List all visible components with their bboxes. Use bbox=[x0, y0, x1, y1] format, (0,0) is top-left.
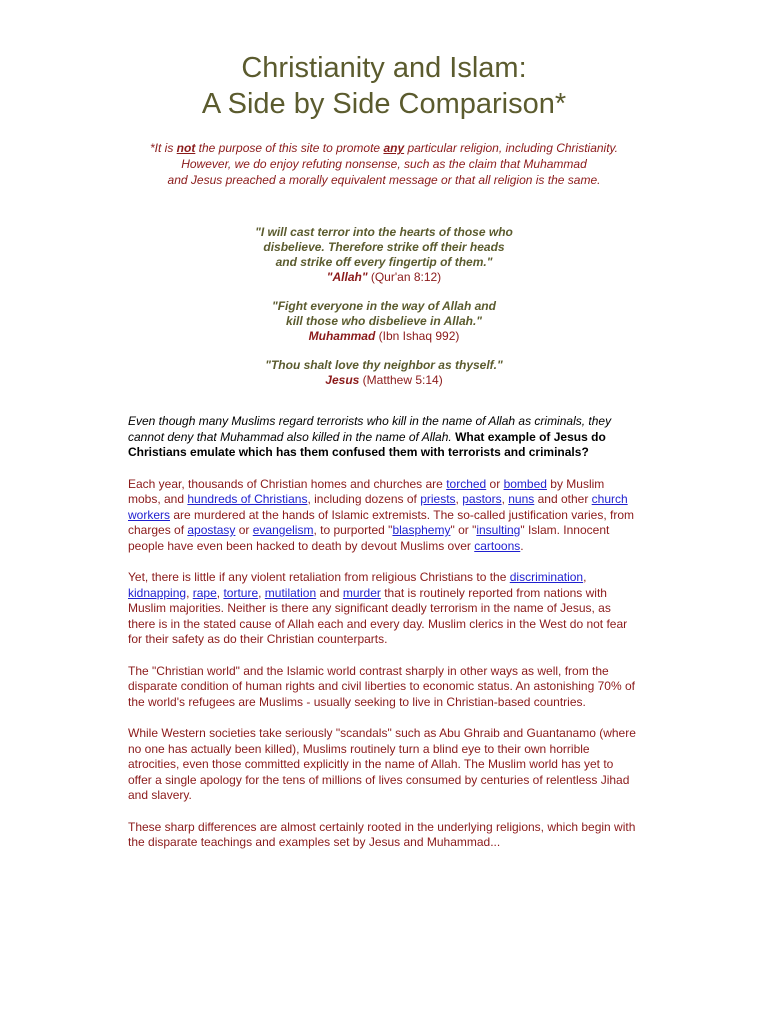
para-text: , bbox=[455, 492, 463, 506]
paragraph-conclusion: These sharp differences are almost certainly rooted in the underlying religions, which begin with the disparate teachings and examples set by Jesus and Muhammad... bbox=[128, 819, 636, 849]
disclaimer-text: *It is bbox=[150, 141, 177, 155]
link-murder[interactable]: murder bbox=[342, 585, 381, 600]
quote-line: and strike off every fingertip of them." bbox=[275, 255, 493, 269]
disclaimer-not: not bbox=[176, 141, 196, 155]
link-church-workers[interactable]: church workers bbox=[128, 492, 628, 522]
quote-line: kill those who disbelieve in Allah." bbox=[286, 314, 482, 328]
quote-allah bbox=[0, 225, 768, 285]
quote-source bbox=[0, 270, 768, 285]
disclaimer-text: particular religion, including Christianity. bbox=[404, 141, 618, 155]
para-text: , bbox=[501, 492, 509, 506]
link-mutilation[interactable]: mutilation bbox=[264, 585, 317, 600]
para-text: that is routinely reported from nations with Muslim majorities. Neither is there any significant deadly terrorism in the name of Jesus, as there is in the stated cause of Allah each and every day. Muslim clerics in the West do not fear for their safety as do their Christian counterparts. bbox=[128, 585, 628, 646]
title-line-2: A Side by Side Comparison* bbox=[201, 88, 567, 120]
link-nuns[interactable]: nuns bbox=[508, 492, 535, 506]
quote-speaker: Jesus bbox=[325, 373, 360, 387]
paragraph-scandals: While Western societies take seriously "scandals" such as Abu Ghraib and Guantanamo (where no one has actually been killed), Muslims routinely turn a blind eye to their own horrible atrocities, even those committed explicitly in the name of Allah. The Muslim world has yet to offer a single apology for the tens of millions of lives consumed by centuries of relentless Jihad and slavery. bbox=[128, 726, 636, 802]
link-rape[interactable]: rape bbox=[192, 585, 217, 600]
page-title bbox=[0, 50, 768, 122]
intro-question: What example of Jesus do Christians emulate which has them confused them with terrorists and criminals? bbox=[128, 429, 606, 459]
para-text: by Muslim mobs, and bbox=[128, 476, 605, 506]
disclaimer-line-1 bbox=[0, 140, 768, 156]
disclaimer-text: the purpose of this site to promote bbox=[195, 141, 384, 155]
link-kidnapping[interactable]: kidnapping bbox=[128, 585, 187, 600]
intro-paragraph bbox=[128, 414, 640, 461]
para-text: , bbox=[216, 585, 224, 600]
quote-reference: (Qur'an 8:12) bbox=[367, 270, 442, 284]
quote-speaker: "Allah" bbox=[326, 270, 368, 284]
link-cartoons[interactable]: cartoons bbox=[474, 538, 521, 553]
para-text: , bbox=[186, 585, 193, 600]
link-priests[interactable]: priests bbox=[420, 492, 456, 506]
para-text: are murdered at the hands of Islamic extremists. The so-called justification varies, from charges of bbox=[128, 507, 634, 537]
para-text: . bbox=[520, 538, 524, 553]
quote-source bbox=[0, 373, 768, 388]
disclaimer bbox=[0, 140, 768, 188]
quote-muhammad bbox=[0, 299, 768, 344]
para-text: , bbox=[258, 585, 265, 600]
para-text: or bbox=[235, 523, 253, 537]
paragraph-contrast: The "Christian world" and the Islamic world contrast sharply in other ways as well, from the disparate condition of human rights and civil liberties to economic status. An astonishing 70% of the world's refugees are Muslims - usually seeking to live in Christian-based countries. bbox=[128, 663, 635, 709]
intro-text: Even though many Muslims regard terrorists who kill in the name of Allah as criminals, they cannot deny that Muhammad also killed in the name of Allah. bbox=[128, 414, 612, 444]
para-text: Each year, thousands of Christian homes and churches are bbox=[128, 476, 447, 491]
link-discrimination[interactable]: discrimination bbox=[509, 570, 584, 584]
para-text: , to purported " bbox=[313, 523, 393, 537]
para-text: " Islam. Innocent people have even been hacked to death by devout Muslims over bbox=[128, 523, 610, 553]
quote-reference: (Ibn Ishaq 992) bbox=[375, 329, 460, 343]
link-blasphemy[interactable]: blasphemy bbox=[392, 523, 451, 537]
quote-speaker: Muhammad bbox=[308, 329, 376, 343]
quote-line: "I will cast terror into the hearts of those who bbox=[255, 225, 513, 239]
para-text: , including dozens of bbox=[307, 492, 421, 506]
article-body bbox=[128, 414, 640, 867]
para-text: and bbox=[316, 585, 343, 600]
quote-line: disbelieve. Therefore strike off their heads bbox=[263, 240, 505, 254]
link-pastors[interactable]: pastors bbox=[462, 492, 502, 506]
quotes-section bbox=[0, 225, 768, 402]
quote-line: "Thou shalt love thy neighbor as thyself." bbox=[265, 358, 503, 372]
link-torture[interactable]: torture bbox=[223, 585, 259, 600]
para-text: and other bbox=[534, 492, 592, 506]
quote-reference: (Matthew 5:14) bbox=[359, 373, 443, 387]
quote-source bbox=[0, 329, 768, 344]
paragraph-retaliation bbox=[128, 570, 640, 648]
link-torched[interactable]: torched bbox=[446, 476, 487, 491]
title-line-1: Christianity and Islam: bbox=[241, 52, 527, 84]
para-text: , bbox=[583, 570, 587, 584]
link-evangelism[interactable]: evangelism bbox=[252, 523, 314, 537]
quote-jesus bbox=[0, 358, 768, 388]
para-text: or bbox=[486, 476, 504, 491]
link-apostasy[interactable]: apostasy bbox=[187, 523, 236, 537]
link-insulting[interactable]: insulting bbox=[476, 523, 521, 537]
link-hundreds-of-christians[interactable]: hundreds of Christians bbox=[187, 492, 308, 506]
disclaimer-any: any bbox=[383, 141, 405, 155]
disclaimer-line-2: However, we do enjoy refuting nonsense, such as the claim that Muhammad bbox=[181, 157, 587, 171]
link-bombed[interactable]: bombed bbox=[503, 476, 547, 491]
para-text: " or " bbox=[450, 523, 477, 537]
paragraph-persecution bbox=[128, 477, 640, 555]
disclaimer-line-3: and Jesus preached a morally equivalent message or that all religion is the same. bbox=[167, 173, 601, 187]
para-text: Yet, there is little if any violent retaliation from religious Christians to the bbox=[128, 570, 510, 584]
quote-line: "Fight everyone in the way of Allah and bbox=[272, 299, 496, 313]
